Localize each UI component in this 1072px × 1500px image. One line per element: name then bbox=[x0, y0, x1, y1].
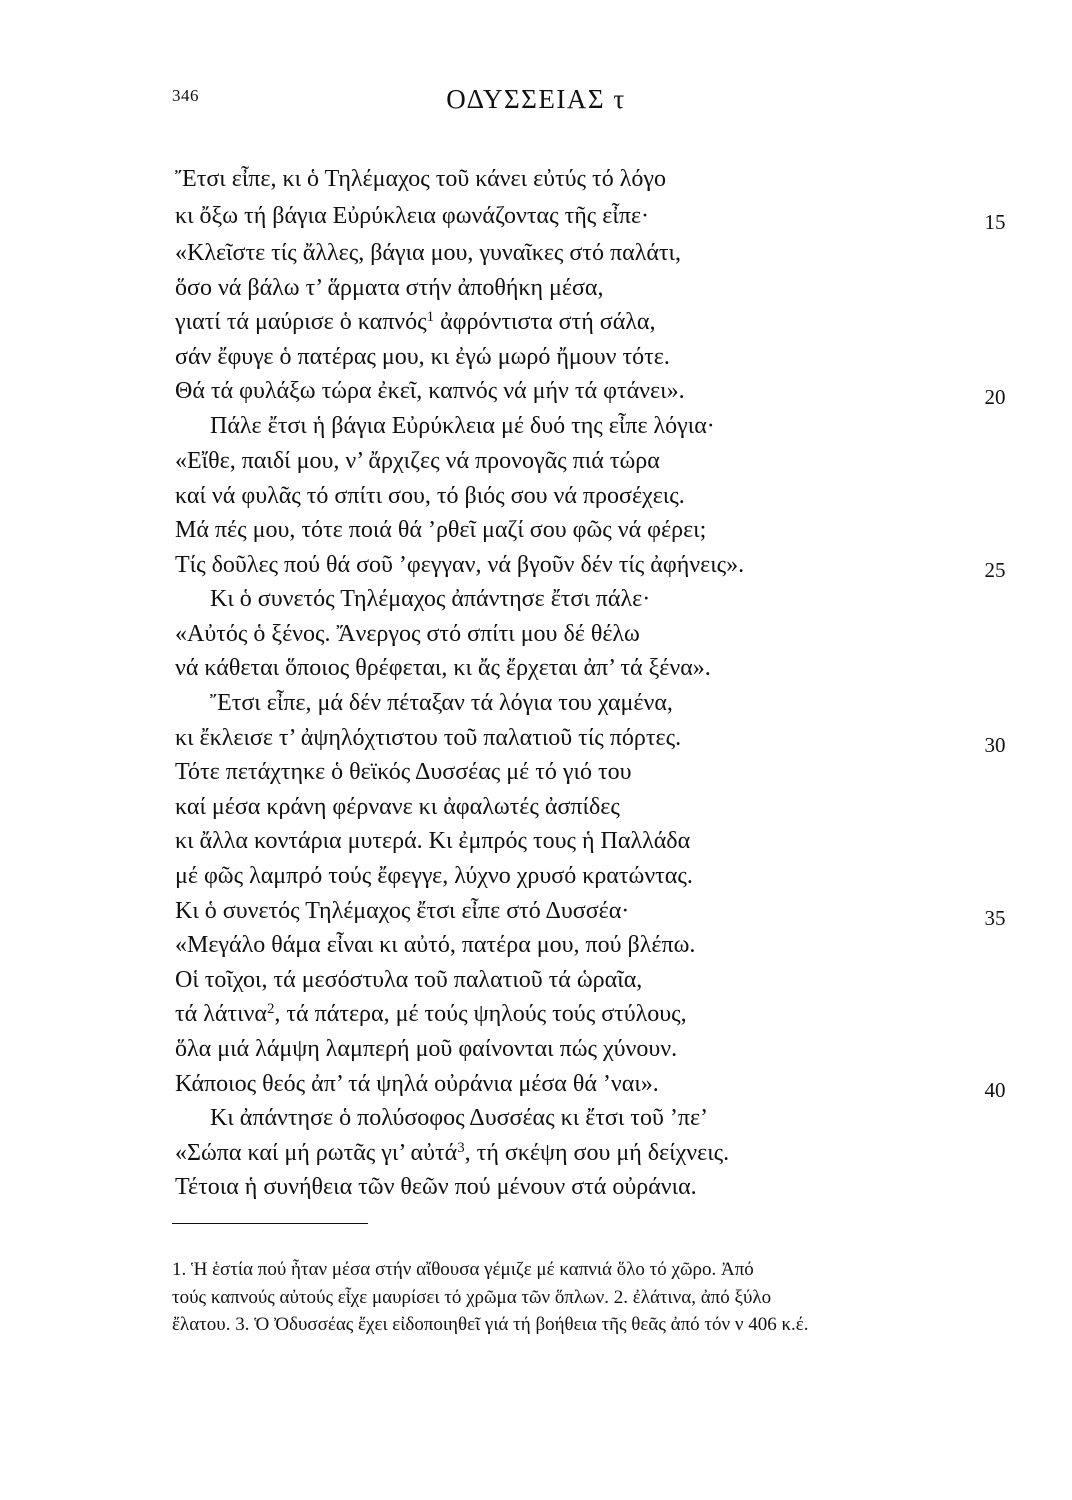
verse-line: Κι ὁ συνετός Τηλέμαχος ἔτσι εἶπε στό Δυσσέα· bbox=[175, 898, 630, 924]
verse-line: Οἱ τοῖχοι, τά μεσόστυλα τοῦ παλατιοῦ τά ὡραῖα, bbox=[175, 967, 643, 993]
footnote-line: ἔλατου. 3. Ὁ Ὀδυσσέας ἔχει εἰδοποιηθεῖ γιά τή βοήθεια τῆς θεᾶς ἀπό τόν ν 406 κ.έ. bbox=[172, 1314, 809, 1335]
verse-line: κι ἄλλα κοντάρια μυτερά. Κι ἐμπρός τους ἡ Παλλάδα bbox=[175, 828, 691, 854]
verse-line: Τέτοια ἡ συνήθεια τῶν θεῶν πού μένουν στά οὐράνια. bbox=[175, 1174, 697, 1200]
verse-line: Μά πές μου, τότε ποιά θά ’ρθεῖ μαζί σου φῶς νά φέρει; bbox=[175, 517, 707, 543]
verse-line: καί μέσα κράνη φέρνανε κι ἀφαλωτές ἀσπίδες bbox=[175, 794, 620, 820]
verse-line: «Σώπα καί μή ρωτᾶς γι’ αὐτά$^3$, τή σκέψη σου μή δείχνεις. bbox=[175, 1139, 730, 1166]
verse-line: «Κλεῖστε τίς ἄλλες, βάγια μου, γυναῖκες στό παλάτι, bbox=[175, 240, 682, 266]
verse-line: Τότε πετάχτηκε ὁ θεϊκός Δυσσέας μέ τό γιό του bbox=[175, 759, 632, 785]
line-number: 40 bbox=[984, 1078, 1006, 1102]
verse-line: Τίς δοῦλες πού θά σοῦ ’φεγγαν, νά βγοῦν δέν τίς ἀφήνεις». bbox=[175, 552, 745, 578]
verse-line: Ἔτσι εἶπε, μά δέν πέταξαν τά λόγια του χαμένα, bbox=[210, 690, 673, 716]
line-number: 15 bbox=[984, 210, 1006, 234]
verse-line: Κι ὁ συνετός Τηλέμαχος ἀπάντησε ἔτσι πάλε· bbox=[210, 586, 651, 612]
line-number: 20 bbox=[984, 385, 1006, 409]
verse-line: γιατί τά μαύρισε ὁ καπνός$^1$ ἀφρόντιστα στή σάλα, bbox=[175, 308, 656, 335]
footnote-ref: 2 bbox=[266, 1000, 275, 1017]
verse-line: τά λάτινα$^2$, τά πάτερα, μέ τούς ψηλούς τούς στύλους, bbox=[175, 1000, 687, 1027]
line-number: 35 bbox=[984, 906, 1006, 930]
verse-line: κι ἔκλεισε τ’ ἀψηλόχτιστου τοῦ παλατιοῦ τίς πόρτες. bbox=[175, 725, 682, 751]
running-title: ΟΔΥΣΣΕΙΑΣ τ bbox=[446, 84, 626, 114]
footnote-rule bbox=[172, 1223, 368, 1224]
page-number: 346 bbox=[172, 86, 199, 105]
verse-line: ὅλα μιά λάμψη λαμπερή μοῦ φαίνονται πώς χύνουν. bbox=[175, 1036, 678, 1062]
verse-line: «Μεγάλο θάμα εἶναι κι αὐτό, πατέρα μου, πού βλέπω. bbox=[175, 932, 696, 958]
verse-line: «Αὐτός ὁ ξένος. Ἄνεργος στό σπίτι μου δέ θέλω bbox=[175, 621, 640, 647]
verse-line: μέ φῶς λαμπρό τούς ἔφεγγε, λύχνο χρυσό κρατώντας. bbox=[175, 863, 693, 889]
verse-line: νά κάθεται ὅποιος θρέφεται, κι ἄς ἔρχεται ἀπ’ τά ξένα». bbox=[175, 655, 711, 681]
footnote-ref: 1 bbox=[426, 308, 435, 325]
footnote-line: 1. Ἡ ἑστία πού ἦταν μέσα στήν αἴθουσα γέμιζε μέ καπνιά ὅλο τό χῶρο. Ἀπό bbox=[172, 1259, 754, 1280]
verse-line: «Εἴθε, παιδί μου, ν’ ἄρχιζες νά προνογᾶς πιά τώρα bbox=[175, 448, 660, 474]
verse-line: κι ὄξω τή βάγια Εὐρύκλεια φωνάζοντας τῆς εἶπε· bbox=[175, 203, 650, 229]
line-number: 30 bbox=[984, 733, 1006, 757]
verse-line: Ἔτσι εἶπε, κι ὁ Τηλέμαχος τοῦ κάνει εὐτύς τό λόγο bbox=[175, 166, 666, 192]
verse-line: ὅσο νά βάλω τ’ ἅρματα στήν ἀποθήκη μέσα, bbox=[175, 275, 604, 301]
verse-line: Κι ἀπάντησε ὁ πολύσοφος Δυσσέας κι ἔτσι τοῦ ’πε’ bbox=[210, 1105, 709, 1131]
footnote-ref: 3 bbox=[457, 1139, 465, 1156]
line-number: 25 bbox=[984, 558, 1006, 582]
verse-line: σάν ἔφυγε ὁ πατέρας μου, κι ἐγώ μωρό ἤμουν τότε. bbox=[175, 344, 670, 370]
verse-line: Κάποιος θεός ἀπ’ τά ψηλά οὐράνια μέσα θά ’ναι». bbox=[175, 1071, 659, 1097]
footnote-line: τούς καπνούς αὐτούς εἶχε μαυρίσει τό χρῶμα τῶν ὅπλων. 2. ἐλάτινα, ἀπό ξύλο bbox=[172, 1287, 772, 1308]
verse-line: Θά τά φυλάξω τώρα ἐκεῖ, καπνός νά μήν τά φτάνει». bbox=[175, 378, 685, 404]
verse-line: Πάλε ἔτσι ἡ βάγια Εὐρύκλεια μέ δυό της εἶπε λόγια· bbox=[210, 413, 715, 439]
verse-line: καί νά φυλᾶς τό σπίτι σου, τό βιός σου νά προσέχεις. bbox=[175, 483, 685, 509]
